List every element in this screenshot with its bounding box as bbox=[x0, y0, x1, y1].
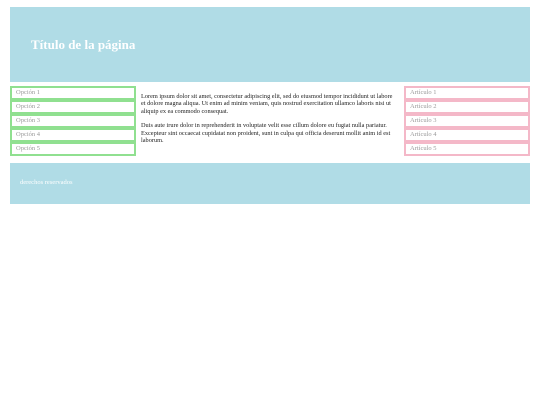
main-area bbox=[10, 86, 530, 160]
footer-text: derechos reservados bbox=[20, 179, 73, 186]
content-paragraph-1: Lorem ipsum dolor sit amet, consectetur adipiscing elit, sed do eiusmod tempor incididunt ut labore et dolore magna aliqua. Ut enim ad minim veniam, quis nostrud exercitation ullamco laboris nisi ut aliquip ex ea commodo consequat. bbox=[141, 93, 393, 115]
left-nav-item-1[interactable]: Opción 1 bbox=[10, 86, 136, 100]
right-nav-item-4[interactable]: Artículo 4 bbox=[404, 128, 530, 142]
right-nav-item-3[interactable]: Artículo 3 bbox=[404, 114, 530, 128]
left-nav-item-5[interactable]: Opción 5 bbox=[10, 142, 136, 156]
page-title: Título de la página bbox=[31, 37, 136, 52]
page-header bbox=[10, 7, 530, 82]
page-footer bbox=[10, 163, 530, 204]
right-nav-item-5[interactable]: Artículo 5 bbox=[404, 142, 530, 156]
left-nav bbox=[10, 86, 136, 156]
right-nav-item-2[interactable]: Artículo 2 bbox=[404, 100, 530, 114]
right-nav-item-1[interactable]: Artículo 1 bbox=[404, 86, 530, 100]
left-nav-item-2[interactable]: Opción 2 bbox=[10, 100, 136, 114]
left-nav-item-3[interactable]: Opción 3 bbox=[10, 114, 136, 128]
left-nav-item-4[interactable]: Opción 4 bbox=[10, 128, 136, 142]
content-paragraph-2: Duis aute irure dolor in reprehenderit in voluptate velit esse cillum dolore eu fugiat nulla pariatur. Excepteur sint occaecat cupidatat non proident, sunt in culpa qui officia deserunt mollit anim id est laborum. bbox=[141, 122, 391, 145]
main-content bbox=[141, 93, 396, 151]
right-nav bbox=[404, 86, 530, 156]
